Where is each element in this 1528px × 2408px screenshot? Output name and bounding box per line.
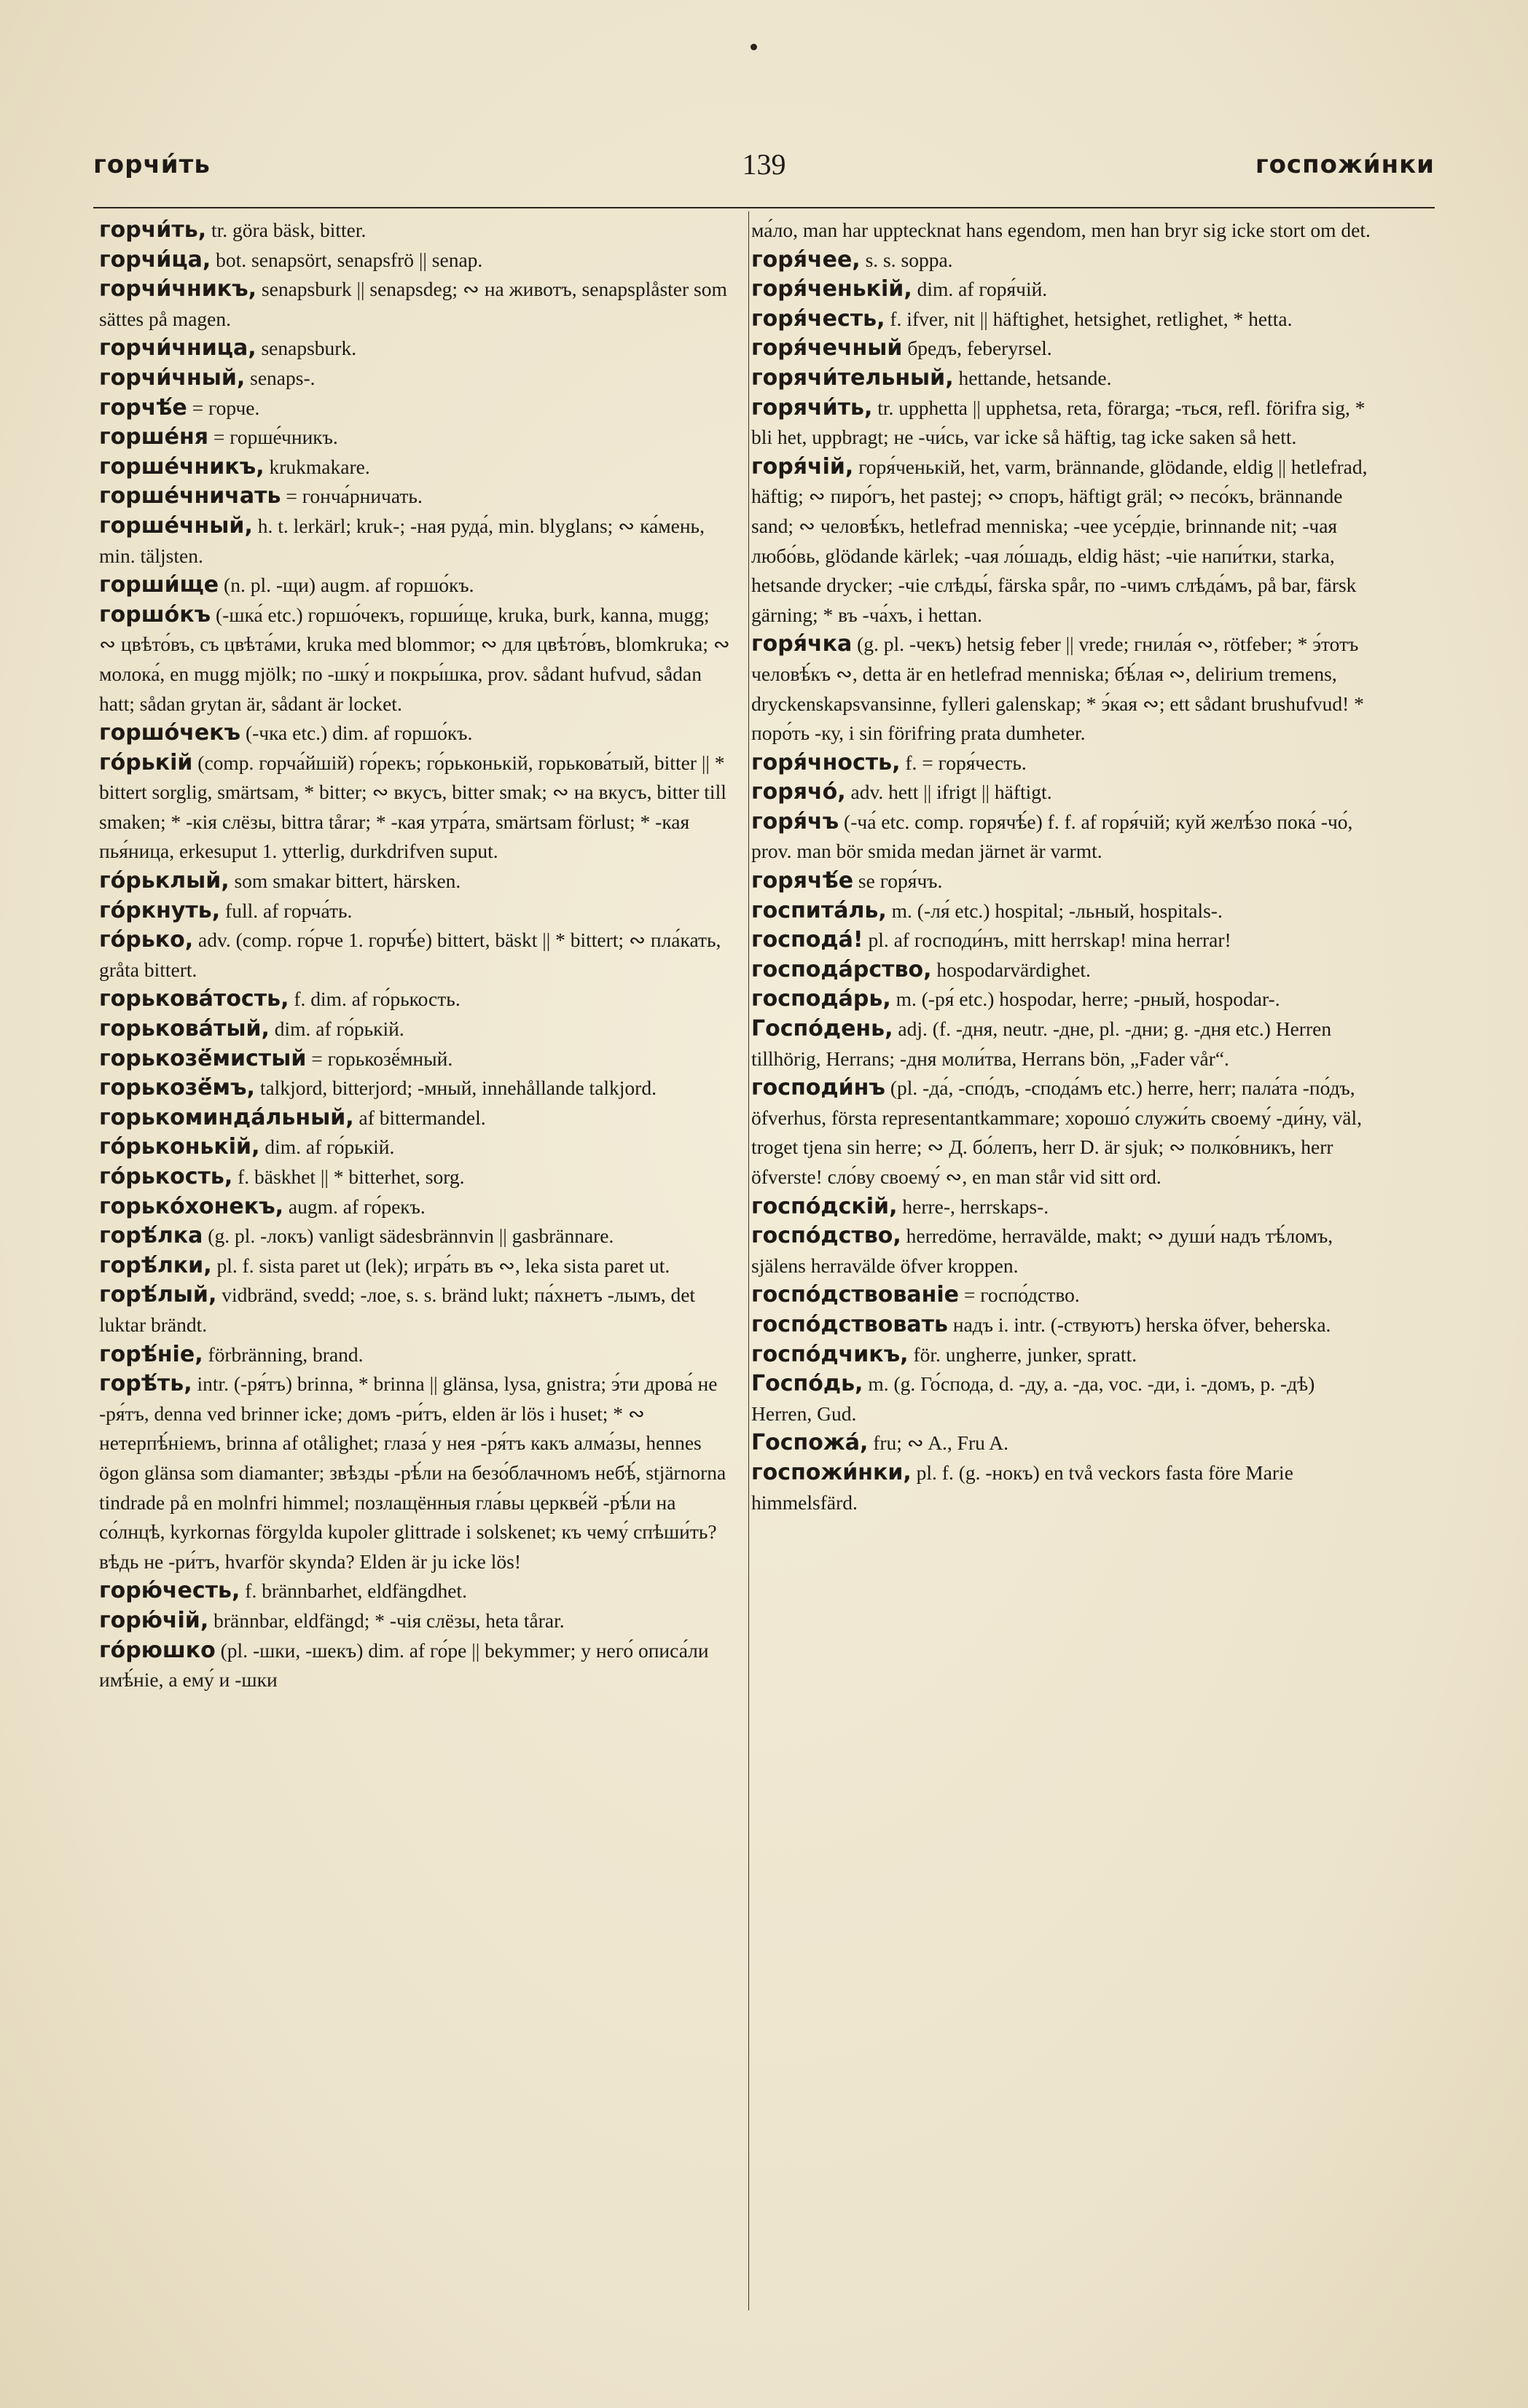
entry-headword: го́рьконькій, <box>99 1134 260 1160</box>
dictionary-entry <box>99 512 730 571</box>
dictionary-entry <box>748 275 1379 305</box>
entry-definition: dim. af го́рькій. <box>259 1135 395 1159</box>
entry-definition: горя́ченькій, het, varm, brännande, glödande, eldig || hetlefrad, häftig; ∾ пиро́гъ, het pastej; ∾ споръ, häftigt gräl; ∾ песо́къ, brännande sand; ∾ человѣ́къ, hetlefrad menniska; -чее усе́рдіе, brinnande nit; -чая любо́вь, glödande kärlek; -чая ло́шадь, eldig häst; -чіе напи́тки, starka, hetsande drycker; -чіе слѣды́, färska spår, по -чимъ слѣда́мъ, på bar, färsk gärning; * въ -ча́хъ, i hettan. <box>751 455 1368 626</box>
dictionary-entry <box>99 748 730 867</box>
dictionary-entry <box>99 1074 730 1103</box>
entry-definition: (-чка etc.) dim. af горшо́къ. <box>240 722 473 745</box>
dictionary-entry <box>748 246 1379 275</box>
entry-headword: горчѣ́е <box>99 394 187 421</box>
dictionary-entry <box>99 1192 730 1222</box>
entry-headword: горѣ́ть, <box>99 1371 192 1397</box>
entry-headword: горчи́чный, <box>99 364 246 391</box>
entry-headword: горя́чее, <box>751 246 861 273</box>
dictionary-entry <box>748 1221 1379 1281</box>
entry-headword: Госпожа́, <box>751 1430 869 1456</box>
entry-definition: full. af горча́ть. <box>220 899 353 922</box>
entry-definition: hettande, hetsande. <box>953 366 1112 389</box>
dictionary-entry <box>99 985 730 1015</box>
entry-definition: tr. göra bäsk, bitter. <box>206 219 367 241</box>
entry-headword: горя́чъ <box>751 808 839 834</box>
entry-headword: госпо́дствовать <box>751 1311 948 1337</box>
dictionary-entry <box>748 985 1379 1015</box>
entry-definition: tr. upphetta || upphetsa, reta, förarga; -ться, refl. förifra sig, * bli het, uppbragt; не -чи́сь, var icke så häftig, tag icke saken så hett. <box>751 396 1366 449</box>
entry-definition: förbränning, brand. <box>203 1342 364 1366</box>
dictionary-entry <box>748 867 1379 896</box>
entry-definition: (-шка́ etc.) горшо́чекъ, горши́ще, kruka, burk, kanna, mugg; ∾ цвѣто́въ, съ цвѣта́ми, kruka med blommor; ∾ для цвѣто́въ, blomkruka; ∾ молока́, en mugg mjölk; по -шку́ и покры́шка, prov. sådant hufvud, sådan hatt; sådan grytan är, sådant är locket. <box>99 603 730 715</box>
dictionary-entry <box>99 1340 730 1370</box>
entry-headword: госпо́дскій, <box>751 1193 898 1219</box>
dictionary-entry <box>99 1221 730 1251</box>
entry-definition: intr. (-ря́тъ) brinna, * brinna || glänsa, lysa, gnistra; э́ти дрова́ не -ря́тъ, denna ved brinner icke; домъ -ри́тъ, elden är lös i huset; * ∾ нетерпѣ́ніемъ, brinna af otålighet; глаза́ у нея -ря́тъ какъ алма́зы, hennes ögon glänsa som diamanter; звѣзды -рѣ́ли на безо́блачномъ небѣ́, stjärnorna tindrade på en molnfri himmel; позлащённыя гла́вы церкве́й -рѣ́ли на со́лнцѣ, kyrkornas förgylda kupoler glittrade i solskenet; къ чему́ спѣши́ть? вѣдь не -ри́тъ, hvarför skynda? Elden är ju icke lös! <box>99 1372 726 1573</box>
entry-headword: горчи́чникъ, <box>99 276 257 302</box>
entry-headword: горя́чій, <box>751 453 854 480</box>
dictionary-entry <box>748 334 1379 364</box>
dictionary-entry <box>748 1192 1379 1222</box>
dictionary-entry <box>99 423 730 453</box>
entry-definition: som smakar bittert, härsken. <box>229 869 461 893</box>
entry-headword: горя́чность, <box>751 749 901 775</box>
entry-definition: herre-, herrskaps-. <box>897 1195 1049 1218</box>
dictionary-entry <box>99 896 730 926</box>
dictionary-entry <box>99 867 730 896</box>
dictionary-entry <box>99 394 730 423</box>
entry-definition: (n. pl. -щи) augm. af горшо́къ. <box>219 574 474 597</box>
dictionary-entry <box>99 1369 730 1576</box>
dictionary-entry <box>99 1606 730 1636</box>
entry-headword: господи́нъ <box>751 1075 885 1101</box>
dictionary-entry <box>99 216 730 246</box>
entry-headword: го́рько, <box>99 927 194 953</box>
dictionary-entry <box>99 246 730 275</box>
entry-headword: горя́честь, <box>751 305 885 332</box>
print-mark-dot <box>751 44 757 50</box>
dictionary-entry <box>748 364 1379 394</box>
entry-definition: senapsburk || senapsdeg; ∾ на животъ, senapsplåster som sättes på magen. <box>99 278 727 330</box>
entry-headword: го́рюшко <box>99 1637 216 1663</box>
dictionary-entry <box>99 571 730 601</box>
entry-headword: горькова́тый, <box>99 1016 270 1042</box>
dictionary-entry <box>748 305 1379 335</box>
entry-headword: горше́ня <box>99 424 208 450</box>
dictionary-entry <box>99 1281 730 1340</box>
dictionary-entry <box>99 719 730 748</box>
dictionary-entry <box>748 748 1379 778</box>
left-column <box>99 216 730 1695</box>
entry-headword: горячѣ́е <box>751 868 854 894</box>
entry-headword: горчи́ть, <box>99 217 207 243</box>
entry-definition: fru; ∾ A., Fru A. <box>868 1431 1008 1455</box>
entry-definition: f. = горя́честь. <box>900 751 1027 774</box>
entry-headword: господа́рство, <box>751 956 932 982</box>
entry-definition: augm. af го́рекъ. <box>283 1195 426 1218</box>
entry-definition: senapsburk. <box>256 337 357 360</box>
entry-definition: f. bäskhet || * bitterhet, sorg. <box>232 1165 465 1188</box>
entry-headword: горячи́тельный, <box>751 364 954 391</box>
entry-headword: горше́чникъ, <box>99 453 265 480</box>
dictionary-entry <box>748 955 1379 985</box>
entry-definition: = горче. <box>187 396 260 419</box>
running-header <box>93 150 1435 194</box>
entry-headword: горѣ́лка <box>99 1223 203 1249</box>
entry-definition: pl. af господи́нъ, mitt herrskap! mina herrar! <box>863 929 1231 952</box>
dictionary-entry <box>748 1428 1379 1458</box>
entry-definition: надъ i. intr. (-ствуютъ) herska öfver, beherska. <box>948 1313 1331 1336</box>
entry-definition: af bittermandel. <box>353 1106 486 1129</box>
entry-definition: vidbränd, svedd; -лое, s. s. bränd lukt; па́хнетъ -лымъ, det luktar brändt. <box>99 1283 696 1336</box>
entry-definition: pl. f. (g. -нокъ) en två veckors fasta före Marie himmelsfärd. <box>751 1461 1293 1514</box>
entry-headword: горѣ́лый, <box>99 1282 217 1308</box>
entry-headword: госпо́дствованіе <box>751 1282 959 1308</box>
entry-definition: dim. af го́рькій. <box>269 1017 404 1041</box>
dictionary-entry <box>99 482 730 512</box>
entry-definition: (pl. -шки, -шекъ) dim. af го́ре || bekymmer; у него́ описа́ли имѣ́ніе, а ему́ и -шки <box>99 1638 709 1692</box>
entry-definition: (comp. горча́йшій) го́рекъ; го́рьконькій, горькова́тый, bitter || * bittert sorglig, smärtsam, * bitter; ∾ вкусъ, bitter smak; ∾ на вкусъ, bitter till smaken; * -кія слёзы, bittra tårar; * -кая утра́та, smärtsam förlust; * -кая пья́ница, erkesuput 1. ytterlig, durkdrifven suput. <box>99 751 726 863</box>
entry-headword: горькозё́мъ, <box>99 1075 255 1101</box>
entry-headword: горькозё́мистый <box>99 1045 307 1071</box>
entry-headword: госпожи́нки, <box>751 1459 912 1485</box>
entry-headword: горшо́къ <box>99 601 211 628</box>
header-first-word: горчи́ть <box>93 150 211 179</box>
dictionary-entry <box>99 334 730 364</box>
dictionary-entry <box>748 1015 1379 1074</box>
entry-definition: f. ifver, nit || häftighet, hetsighet, retlighet, * hetta. <box>885 307 1293 330</box>
dictionary-entry <box>748 1369 1379 1428</box>
entry-definition: adj. (f. -дня, neutr. -дне, pl. -дни; g. -дня etc.) Herren tillhörig, Herrans; -дня моли́тва, Herrans bön, „Fader vår“. <box>751 1017 1332 1070</box>
entry-headword: горькоминда́льный, <box>99 1104 354 1130</box>
entry-definition: brännbar, eldfängd; * -чія слёзы, heta tårar. <box>208 1608 565 1632</box>
entry-headword: горчи́чница, <box>99 335 256 361</box>
entry-headword: горчи́ца, <box>99 246 211 273</box>
dictionary-entry <box>748 1458 1379 1517</box>
dictionary-entry <box>99 364 730 394</box>
header-last-word: госпожи́нки <box>1255 150 1435 179</box>
entry-definition: ма́ло, man har upptecknat hans egendom, men han bryr sig icke stort om det. <box>751 219 1371 241</box>
dictionary-entry <box>99 1103 730 1133</box>
entry-headword: госпо́дчикъ, <box>751 1341 909 1367</box>
entry-definition: (g. pl. -локъ) vanligt sädesbrännvin || gasbrännare. <box>203 1224 614 1248</box>
dictionary-entry <box>748 808 1379 867</box>
entry-definition: pl. f. sista paret ut (lek); игра́ть въ ∾, leka sista paret ut. <box>211 1254 670 1277</box>
entry-headword: горшо́чекъ <box>99 720 241 746</box>
entry-headword: Госпо́дь, <box>751 1371 863 1397</box>
right-column <box>748 216 1379 1517</box>
entry-headword: горячо́, <box>751 779 846 805</box>
entry-headword: горькова́тость, <box>99 986 289 1012</box>
entry-definition: = гонча́рничать. <box>281 485 423 508</box>
dictionary-entry <box>99 1162 730 1192</box>
entry-definition: talkjord, bitterjord; -мный, innehållande talkjord. <box>254 1076 657 1100</box>
entry-definition: = горше́чникъ. <box>208 426 338 449</box>
entry-headword: горько́хонекъ, <box>99 1193 284 1219</box>
entry-headword: горѣ́ніе, <box>99 1341 203 1367</box>
entry-headword: горя́чечный <box>751 335 903 361</box>
dictionary-entry <box>99 275 730 334</box>
entry-definition: hospodarvärdighet. <box>931 958 1091 981</box>
entry-headword: горши́ще <box>99 572 219 598</box>
entry-definition: (pl. -да́, -спо́дъ, -спода́мъ etc.) herre, herr; пала́та -по́дъ, öfverhus, första representantkammare; хорошо́ служи́ть своему́ -ди́ну, väl, troget tjena sin herre; ∾ Д. бо́лепъ, herr D. är sjuk; ∾ полко́вникъ, herr öfverste! сло́ву своему́ ∾, en man står vid sitt ord. <box>751 1076 1362 1188</box>
entry-headword: го́рькость, <box>99 1164 233 1189</box>
dictionary-entry <box>99 1251 730 1281</box>
dictionary-entry <box>99 453 730 482</box>
dictionary-entry <box>99 1044 730 1074</box>
entry-definition: krukmakare. <box>264 455 370 478</box>
entry-headword: горю́чій, <box>99 1607 209 1633</box>
entry-definition: dim. af горя́чій. <box>912 278 1048 301</box>
entry-definition: herredöme, herravälde, makt; ∾ души́ надъ тѣ́ломъ, själens herravälde öfver kroppen. <box>751 1224 1333 1277</box>
dictionary-entry <box>748 394 1379 453</box>
entry-headword: госпита́ль, <box>751 897 887 923</box>
entry-definition: h. t. lerkärl; kruk-; -ная руда́, min. blyglans; ∾ ка́мень, min. täljsten. <box>99 514 705 567</box>
entry-headword: горя́ченькій, <box>751 276 912 302</box>
dictionary-entry <box>748 1281 1379 1310</box>
header-rule <box>93 207 1435 208</box>
entry-definition: = горькозё́мный. <box>306 1047 453 1070</box>
entry-headword: господа́! <box>751 927 863 953</box>
entry-headword: го́ркнуть, <box>99 897 221 923</box>
entry-headword: Госпо́день, <box>751 1016 893 1042</box>
entry-definition: m. (-ря́ etc.) hospodar, herre; -рный, hospodar-. <box>890 988 1280 1011</box>
dictionary-entry <box>99 1133 730 1162</box>
entry-definition: f. brännbarhet, eldfängdhet. <box>240 1579 467 1603</box>
entry-headword: го́рьклый, <box>99 868 230 894</box>
dictionary-entry <box>99 926 730 985</box>
entry-definition: adv. (comp. го́рче 1. горчѣ́е) bittert, bäskt || * bittert; ∾ пла́кать, gråta bittert. <box>99 929 721 981</box>
entry-definition: (g. pl. -чекъ) hetsig feber || vrede; гнила́я ∾, rötfeber; * э́тотъ человѣ́къ ∾, detta är en hetlefrad menniska; бѣ́лая ∾, delirium tremens, dryckenskapsvansinne, fylleri galenskap; * э́кая ∾; ett sådant brushufvud! * поро́ть -ку, i sin förifring prata dumheter. <box>751 633 1364 745</box>
dictionary-entry <box>748 453 1379 630</box>
entry-definition: s. s. soppa. <box>860 248 953 271</box>
entry-headword: го́рькій <box>99 749 193 775</box>
dictionary-entry <box>99 601 730 719</box>
dictionary-entry <box>748 896 1379 926</box>
entry-headword: горѣ́лки, <box>99 1252 212 1278</box>
dictionary-entry <box>748 630 1379 748</box>
dictionary-entry <box>99 1576 730 1606</box>
dictionary-entry <box>99 1015 730 1044</box>
entry-headword: госпо́дство, <box>751 1223 901 1249</box>
entry-definition: m. (g. Го́спода, d. -ду, a. -да, voc. -ди, i. -домъ, p. -дѣ) Herren, Gud. <box>751 1372 1315 1425</box>
dictionary-entry <box>748 1074 1379 1192</box>
entry-definition: m. (-ля́ etc.) hospital; -льный, hospitals-. <box>886 899 1223 922</box>
entry-definition: = госпо́дство. <box>959 1283 1080 1307</box>
entry-headword: горше́чничать <box>99 483 281 509</box>
entry-definition: (-ча́ etc. comp. горячѣ́е) f. f. af горя́чій; куй желѣ́зо пока́ -чо́, prov. man bör smida medan järnet är varmt. <box>751 810 1353 863</box>
dictionary-entry <box>748 1340 1379 1370</box>
page-number: 139 <box>742 148 786 181</box>
dictionary-entry <box>748 926 1379 955</box>
entry-definition: adv. hett || ifrigt || häftigt. <box>845 781 1052 804</box>
dictionary-entry <box>748 216 1379 246</box>
entry-definition: bot. senapsört, senapsfrö || senap. <box>211 248 483 271</box>
dictionary-entry <box>99 1636 730 1695</box>
entry-headword: горячи́ть, <box>751 394 873 421</box>
entry-headword: горю́честь, <box>99 1578 240 1604</box>
entry-definition: se горя́чъ. <box>853 869 943 893</box>
entry-headword: горше́чный, <box>99 512 253 539</box>
entry-definition: бредъ, feberyrsel. <box>902 337 1052 360</box>
entry-definition: senaps-. <box>245 366 316 389</box>
dictionary-entry <box>748 1310 1379 1340</box>
entry-definition: f. dim. af го́рькость. <box>289 988 461 1011</box>
entry-headword: господа́рь, <box>751 986 891 1012</box>
dictionary-entry <box>748 778 1379 808</box>
entry-definition: för. ungherre, junker, spratt. <box>908 1342 1137 1366</box>
entry-headword: горя́чка <box>751 631 853 657</box>
